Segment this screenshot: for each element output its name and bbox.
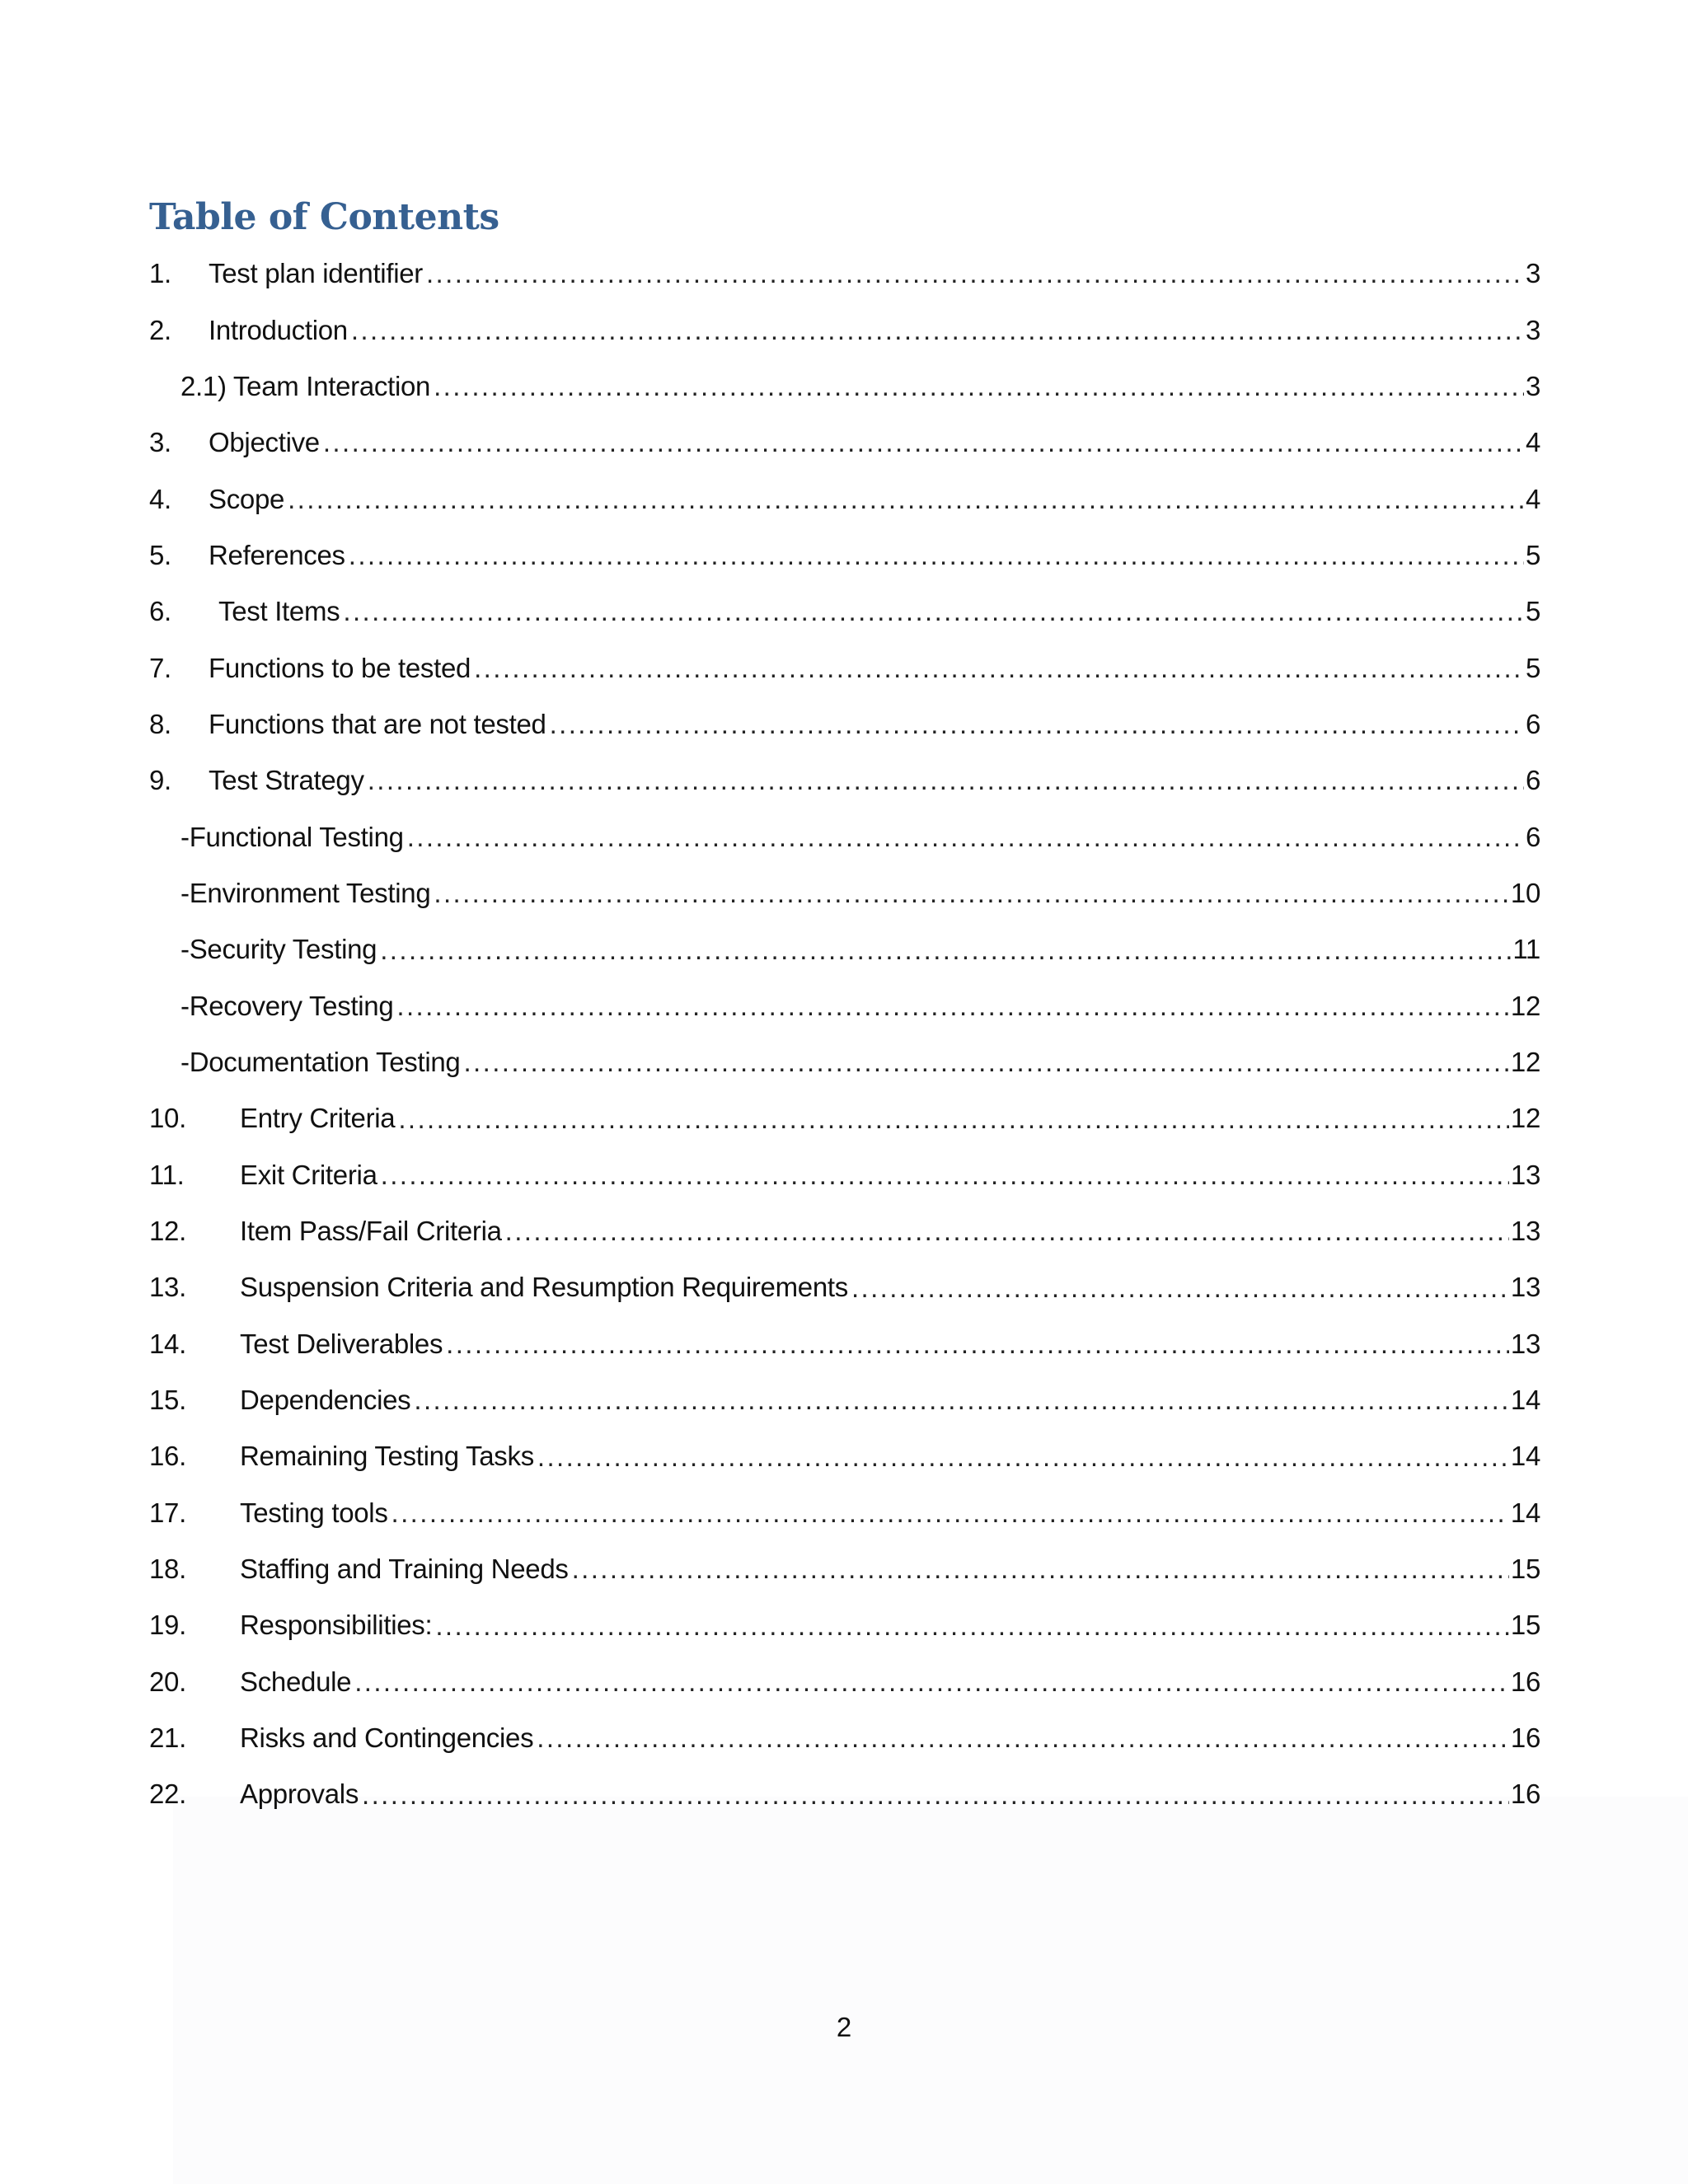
- toc-entry[interactable]: [149, 1428, 1540, 1484]
- toc-entry-number: 14.: [149, 1328, 186, 1359]
- toc-title: Table of Contents: [149, 196, 499, 238]
- toc-entry-page: 6: [1525, 821, 1540, 852]
- toc-entry-page: 6: [1525, 708, 1540, 739]
- toc-dot-leader: [349, 539, 1524, 572]
- toc-dot-leader: [380, 934, 1511, 967]
- toc-entry-page: 15: [1510, 1610, 1540, 1641]
- toc-entry-number: 18.: [149, 1554, 186, 1585]
- toc-entry-label: Dependencies: [240, 1385, 411, 1416]
- toc-dot-leader: [398, 1103, 1509, 1136]
- toc-entry-number: 10.: [149, 1103, 186, 1134]
- toc-dot-leader: [288, 483, 1524, 516]
- toc-entry-label: References: [209, 539, 345, 570]
- toc-entry-page: 13: [1510, 1159, 1540, 1190]
- toc-entry-page: 12: [1510, 1046, 1540, 1077]
- toc-entry-label: Test Strategy: [209, 765, 364, 796]
- toc-entry[interactable]: [149, 527, 1540, 583]
- toc-entry-page: 16: [1510, 1722, 1540, 1754]
- toc-entry-number: 3.: [149, 427, 171, 458]
- toc-entry[interactable]: [149, 1259, 1540, 1315]
- page-number: 2: [836, 2012, 852, 2042]
- toc-entry-number: 6.: [149, 596, 171, 627]
- toc-entry[interactable]: [149, 1710, 1540, 1766]
- toc-dot-leader: [362, 1779, 1509, 1811]
- toc-entry-page: 13: [1510, 1216, 1540, 1247]
- toc-entry-page: 14: [1510, 1441, 1540, 1472]
- toc-entry-page: 15: [1510, 1554, 1540, 1585]
- toc-entry[interactable]: [149, 1766, 1540, 1822]
- toc-entry-page: 5: [1525, 596, 1540, 627]
- toc-entry-label: -Documentation Testing: [181, 1046, 461, 1077]
- toc-entry-label: Testing tools: [240, 1497, 388, 1528]
- toc-dot-leader: [851, 1272, 1509, 1305]
- toc-entry-page: 5: [1525, 539, 1540, 570]
- toc-dot-leader: [537, 1441, 1509, 1474]
- toc-entry-number: 13.: [149, 1272, 186, 1303]
- toc-dot-leader: [354, 1666, 1509, 1699]
- toc-entry-number: 7.: [149, 652, 171, 683]
- toc-entry-number: 9.: [149, 765, 171, 796]
- toc-entry-number: 2.: [149, 314, 171, 345]
- toc-entry-number: 11.: [149, 1159, 185, 1190]
- toc-entry-page: 11: [1512, 934, 1540, 965]
- toc-subentry[interactable]: [149, 921, 1540, 977]
- toc-entry[interactable]: [149, 302, 1540, 358]
- toc-dot-leader: [474, 652, 1524, 685]
- toc-dot-leader: [426, 257, 1524, 290]
- toc-entry-page: 4: [1525, 427, 1540, 458]
- toc-dot-leader: [463, 1046, 1508, 1079]
- toc-entry[interactable]: [149, 752, 1540, 808]
- toc-entry-number: 21.: [149, 1722, 186, 1754]
- toc-entry-label: -Recovery Testing: [181, 990, 394, 1021]
- toc-dot-leader: [368, 764, 1524, 797]
- toc-entry-label: -Functional Testing: [181, 821, 404, 852]
- toc-subentry[interactable]: [149, 1034, 1540, 1090]
- toc-entry-label: -Environment Testing: [181, 877, 431, 908]
- toc-entry-label: Risks and Contingencies: [240, 1722, 534, 1754]
- toc-entry-number: 12.: [149, 1216, 186, 1247]
- toc-entry-label: Test plan identifier: [209, 258, 423, 289]
- toc-dot-leader: [550, 708, 1524, 741]
- toc-entry-page: 14: [1510, 1385, 1540, 1416]
- toc-entry-label: Approvals: [240, 1779, 359, 1810]
- toc-entry-label: Test Items: [218, 596, 340, 627]
- toc-entry-label: Schedule: [240, 1666, 352, 1697]
- toc-entry[interactable]: [149, 1485, 1540, 1541]
- toc-entry[interactable]: [149, 696, 1540, 752]
- toc-entry-label: Exit Criteria: [240, 1159, 377, 1190]
- toc-entry-number: 4.: [149, 483, 171, 514]
- toc-entry-label: 2.1) Team Interaction: [181, 370, 431, 401]
- toc-dot-leader: [351, 314, 1524, 347]
- toc-entry[interactable]: [149, 1147, 1540, 1203]
- toc-entry-label: Responsibilities:: [240, 1610, 433, 1641]
- toc-subentry[interactable]: [149, 865, 1540, 921]
- toc-entry-label: Functions to be tested: [209, 652, 471, 683]
- toc-entry-page: 3: [1525, 258, 1540, 289]
- toc-dot-leader: [414, 1384, 1509, 1417]
- toc-entry-label: Entry Criteria: [240, 1103, 396, 1134]
- toc-entry[interactable]: [149, 1203, 1540, 1259]
- toc-dot-leader: [572, 1553, 1509, 1586]
- toc-entry[interactable]: [149, 640, 1540, 696]
- page-background-shade: [173, 1797, 1688, 2184]
- toc-entry-label: Introduction: [209, 314, 348, 345]
- toc-subentry[interactable]: [149, 808, 1540, 865]
- table-of-contents: [149, 246, 1540, 1823]
- toc-entry-number: 8.: [149, 708, 171, 739]
- toc-dot-leader: [505, 1215, 1509, 1248]
- toc-entry-page: 12: [1510, 1103, 1540, 1134]
- toc-entry-number: 17.: [149, 1497, 186, 1528]
- toc-entry[interactable]: [149, 1316, 1540, 1372]
- toc-dot-leader: [434, 370, 1524, 403]
- toc-entry-number: 22.: [149, 1779, 186, 1810]
- toc-entry[interactable]: [149, 471, 1540, 527]
- toc-dot-leader: [381, 1159, 1509, 1192]
- toc-dot-leader: [407, 821, 1524, 854]
- toc-entry[interactable]: [149, 1541, 1540, 1597]
- toc-entry-page: 6: [1525, 765, 1540, 796]
- toc-entry-page: 16: [1510, 1779, 1540, 1810]
- toc-entry[interactable]: [149, 1090, 1540, 1146]
- toc-entry-number: 15.: [149, 1385, 186, 1416]
- toc-entry-label: Objective: [209, 427, 320, 458]
- toc-entry[interactable]: [149, 1372, 1540, 1428]
- toc-entry-page: 5: [1525, 652, 1540, 683]
- toc-entry-page: 16: [1510, 1666, 1540, 1697]
- toc-entry-number: 20.: [149, 1666, 186, 1697]
- toc-entry-page: 12: [1510, 990, 1540, 1021]
- toc-entry-label: Item Pass/Fail Criteria: [240, 1216, 502, 1247]
- toc-entry-page: 3: [1525, 370, 1540, 401]
- toc-entry-number: 19.: [149, 1610, 186, 1641]
- toc-dot-leader: [446, 1328, 1509, 1361]
- toc-entry-page: 13: [1510, 1272, 1540, 1303]
- toc-entry-label: Functions that are not tested: [209, 708, 546, 739]
- toc-entry[interactable]: [149, 583, 1540, 640]
- toc-entry-label: Remaining Testing Tasks: [240, 1441, 534, 1472]
- toc-entry-number: 1.: [149, 258, 171, 289]
- toc-dot-leader: [435, 1610, 1509, 1643]
- toc-entry-number: 5.: [149, 539, 171, 570]
- toc-entry-page: 4: [1525, 483, 1540, 514]
- toc-subentry[interactable]: [149, 977, 1540, 1033]
- toc-entry[interactable]: [149, 415, 1540, 471]
- toc-entry-label: Staffing and Training Needs: [240, 1554, 569, 1585]
- toc-entry[interactable]: [149, 246, 1540, 302]
- toc-entry-label: -Security Testing: [181, 934, 377, 965]
- toc-entry-number: 16.: [149, 1441, 186, 1472]
- toc-dot-leader: [392, 1497, 1509, 1530]
- toc-dot-leader: [323, 426, 1524, 459]
- toc-dot-leader: [434, 877, 1509, 910]
- toc-entry-page: 14: [1510, 1497, 1540, 1528]
- toc-entry-page: 13: [1510, 1328, 1540, 1359]
- toc-dot-leader: [537, 1722, 1509, 1755]
- toc-dot-leader: [396, 990, 1508, 1023]
- toc-entry-label: Test Deliverables: [240, 1328, 443, 1359]
- toc-entry-page: 3: [1525, 314, 1540, 345]
- toc-entry-label: Scope: [209, 483, 285, 514]
- toc-entry-page: 10: [1510, 877, 1540, 908]
- toc-dot-leader: [343, 595, 1524, 628]
- toc-entry[interactable]: [149, 1597, 1540, 1653]
- toc-entry-label: Suspension Criteria and Resumption Requirements: [240, 1272, 848, 1303]
- toc-subentry[interactable]: [149, 359, 1540, 415]
- toc-entry[interactable]: [149, 1654, 1540, 1710]
